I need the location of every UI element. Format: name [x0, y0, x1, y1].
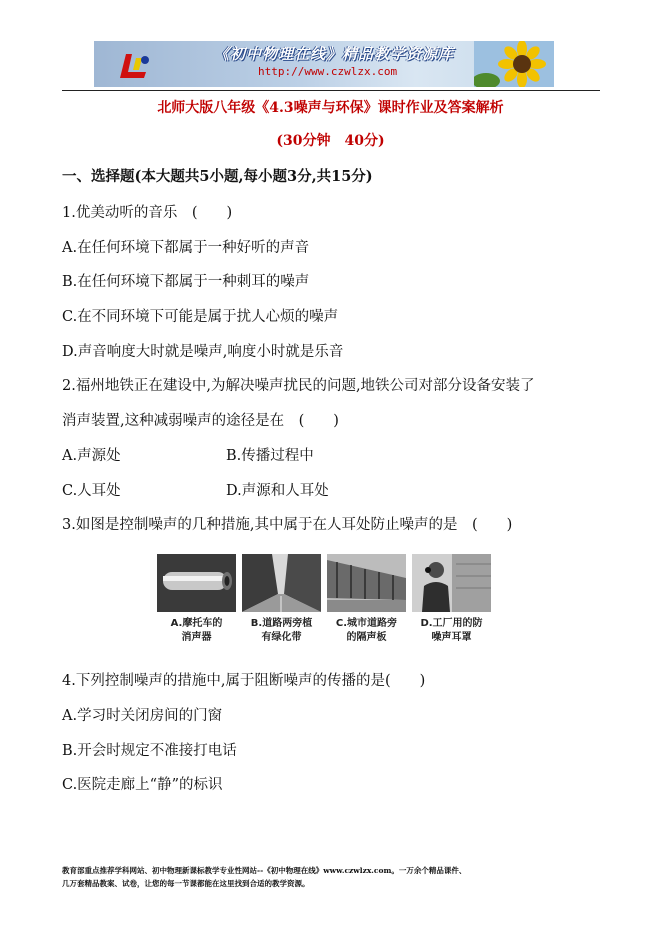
q4-option-c: C.医院走廊上“静”的标识	[62, 777, 223, 793]
sunflower-icon	[474, 41, 554, 87]
q4-stem: 4.下列控制噪声的措施中,属于阻断噪声的传播的是( )	[62, 673, 426, 689]
q2-stem-line1: 2.福州地铁正在建设中,为解决噪声扰民的问题,地铁公司对部分设备安装了	[62, 378, 535, 394]
section-heading: 一、选择题(本大题共5小题,每小题3分,共15分)	[62, 168, 373, 185]
q1-option-d: D.声音响度大时就是噪声,响度小时就是乐音	[62, 344, 344, 360]
figure-b	[242, 554, 321, 654]
q4-option-a: A.学习时关闭房间的门窗	[62, 708, 223, 724]
green-belt-photo	[242, 554, 321, 612]
q2-option-b: B.传播过程中	[226, 448, 314, 464]
q1-stem: 1.优美动听的音乐 ( )	[62, 205, 233, 221]
muffler-photo	[157, 554, 236, 612]
figure-b-caption: B.道路两旁植 有绿化带	[250, 618, 313, 643]
figure-d-caption: D.工厂用的防 噪声耳罩	[420, 618, 483, 643]
figure-a	[157, 554, 236, 654]
q2-option-d: D.声源和人耳处	[226, 483, 329, 499]
header-rule	[62, 90, 600, 91]
sound-barrier-photo	[327, 554, 406, 612]
q2-option-a: A.声源处	[62, 448, 121, 464]
q1-option-c: C.在不同环境下可能是属于扰人心烦的噪声	[62, 309, 339, 325]
document-title: 北师大版八年级《4.3噪声与环保》课时作业及答案解析	[157, 100, 504, 116]
footer-line-1: 教育部重点推荐学科网站、初中物理新课标教学专业性网站--《初中物理在线》www.czwlzx.com。一万余个精品课件、	[62, 866, 467, 875]
q3-stem: 3.如图是控制噪声的几种措施,其中属于在人耳处防止噪声的是 ( )	[62, 517, 513, 533]
figure-a-caption: A.摩托车的 消声器	[170, 618, 223, 643]
q1-option-a: A.在任何环境下都属于一种好听的声音	[62, 240, 310, 256]
banner-title: 《初中物理在线》精品教学资源库	[214, 45, 455, 63]
figure-c	[327, 554, 406, 654]
banner-url: http://www.czwlzx.com	[258, 65, 398, 78]
header-banner	[94, 41, 554, 87]
page-footer	[62, 864, 622, 890]
document-subtitle: (30分钟 40分)	[276, 133, 385, 149]
site-logo-icon	[118, 50, 152, 80]
figure-d	[412, 554, 491, 654]
q2-option-c: C.人耳处	[62, 483, 121, 499]
figure-c-caption: C.城市道路旁 的隔声板	[335, 618, 398, 643]
q4-option-b: B.开会时规定不准接打电话	[62, 743, 237, 759]
q2-stem-line2: 消声装置,这种减弱噪声的途径是在 ( )	[62, 413, 339, 429]
q3-figure-row	[157, 554, 491, 654]
q1-option-b: B.在任何环境下都属于一种刺耳的噪声	[62, 274, 310, 290]
footer-line-2: 几万套精品教案、试卷，让您的每一节课都能在这里找到合适的教学资源。	[62, 879, 310, 888]
earmuff-worker-photo	[412, 554, 491, 612]
